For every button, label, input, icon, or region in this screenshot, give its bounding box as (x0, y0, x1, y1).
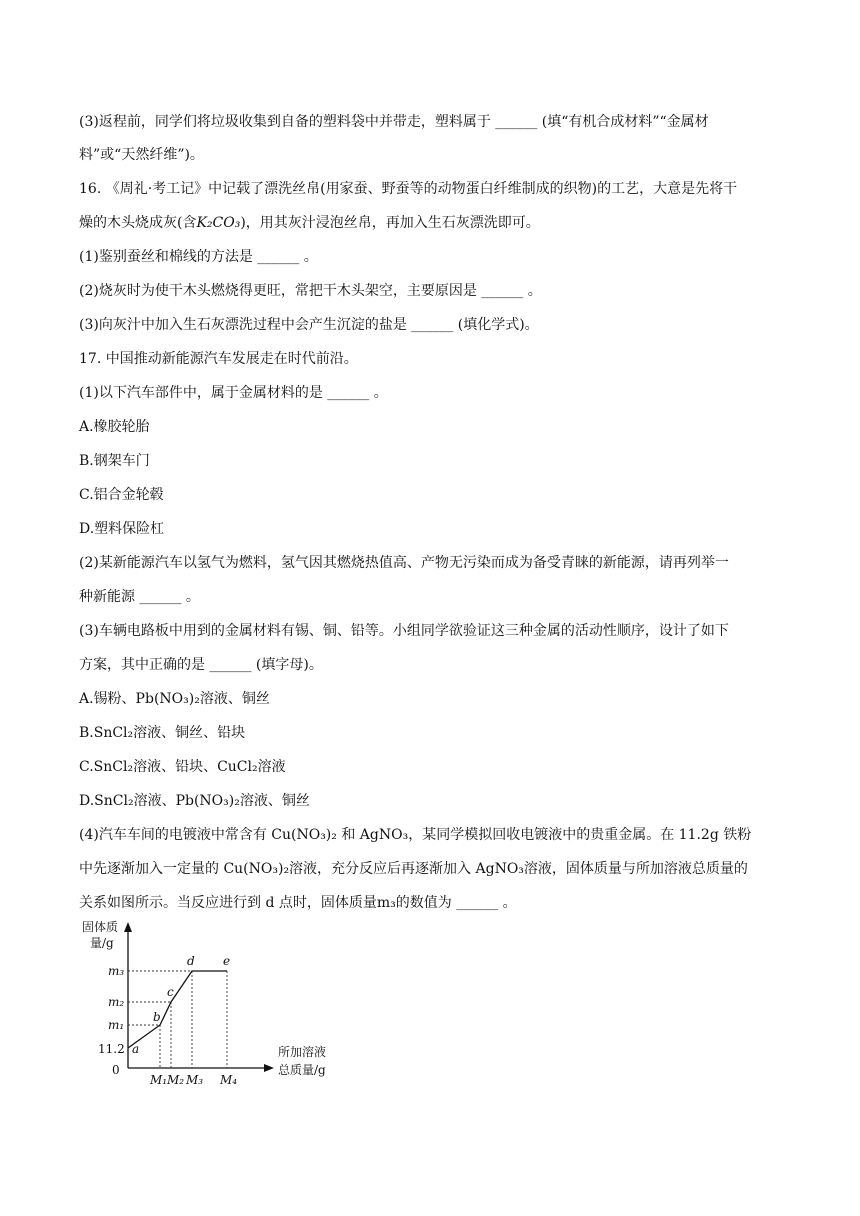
q17-part2-line2: 种新能源 ______ 。 (79, 589, 200, 605)
x-tick-M2: M₂ (167, 1073, 185, 1087)
q17-part1-option-c: C.铝合金轮毂 (79, 487, 164, 503)
y-axis-label-line1: 固体质 (82, 920, 119, 934)
y-tick-m1: m₁ (108, 1018, 125, 1032)
x-tick-M3: M₃ (186, 1073, 204, 1087)
q17-part3-option-b: B.SnCl₂溶液、铜丝、铅块 (79, 725, 246, 741)
q16-stem-text-a: 燥的木头烧成灰(含 (79, 215, 197, 231)
q17-part4-line3: 关系如图所示。当反应进行到 d 点时，固体质量m₃的数值为 ______ 。 (79, 895, 517, 911)
y-tick-m3: m₃ (108, 964, 125, 978)
q17-part1-option-d: D.塑料保险杠 (79, 521, 165, 537)
q17-part1-option-a: A.橡胶轮胎 (79, 419, 150, 435)
mass-curve (128, 971, 227, 1048)
point-label-a: a (132, 1042, 140, 1056)
q17-part3-option-a: A.锡粉、Pb(NO₃)₂溶液、铜丝 (79, 691, 270, 707)
x-tick-M1: M₁ (150, 1073, 168, 1087)
q15-part3-line1: (3)返程前，同学们将垃圾收集到自备的塑料袋中并带走，塑料属于 ______ (填“有机合成材料”“金属材 (79, 114, 709, 130)
x-tick-M4: M₄ (220, 1073, 238, 1087)
q16-stem-line2 (79, 213, 540, 233)
solid-mass-graph (78, 918, 378, 1088)
q16-part1: (1)鉴别蚕丝和棉线的方法是 ______ 。 (79, 249, 318, 265)
q15-part3-line2: 料”或“天然纤维”)。 (79, 147, 204, 163)
q17-part4-line2: 中先逐渐加入一定量的 Cu(NO₃)₂溶液，充分反应后再逐渐加入 AgNO₃溶液，固体质量与所加溶液总质量的 (79, 861, 748, 877)
q16-part3: (3)向灰汁中加入生石灰漂洗过程中会产生沉淀的盐是 ______ (填化学式)。 (79, 317, 539, 333)
q17-part1-option-b: B.钢架车门 (79, 453, 150, 469)
q17-part3-line2: 方案，其中正确的是 ______ (填字母)。 (79, 657, 323, 673)
guide-lines (128, 971, 227, 1068)
q16-part2: (2)烧灰时为使干木头燃烧得更旺，常把干木头架空，主要原因是 ______ 。 (79, 283, 542, 299)
q17-part3-option-d: D.SnCl₂溶液、Pb(NO₃)₂溶液、铜丝 (79, 793, 310, 809)
q16-stem-line1: 16. 《周礼·考工记》中记载了漂洗丝帛(用家蚕、野蚕等的动物蛋白纤维制成的织物)的工艺，大意是先将干 (79, 181, 738, 197)
y-axis-label-line2: 量/g (90, 936, 114, 950)
q17-stem: 17. 中国推动新能源汽车发展走在时代前沿。 (79, 351, 358, 367)
point-label-e: e (223, 954, 231, 968)
q17-part4-line1: (4)汽车车间的电镀液中常含有 Cu(NO₃)₂ 和 AgNO₃，某同学模拟回收电镀液中的贵重金属。在 11.2g 铁粉 (79, 827, 752, 843)
formula-k2co3: K₂CO₃ (196, 215, 241, 231)
y-axis-arrow (124, 922, 132, 932)
q17-part2-line1: (2)某新能源汽车以氢气为燃料，氢气因其燃烧热值高、产物无污染而成为备受青睐的新能源，请再列举一 (79, 555, 729, 571)
q17-part3-line1: (3)车辆电路板中用到的金属材料有锡、铜、铅等。小组同学欲验证这三种金属的活动性顺序，设计了如下 (79, 623, 729, 639)
x-axis-arrow (264, 1064, 274, 1072)
point-label-d: d (187, 954, 195, 968)
x-axis-label-line1: 所加溶液 (278, 1045, 327, 1059)
y-tick-11-2: 11.2 (98, 1042, 125, 1056)
point-label-c: c (167, 985, 174, 999)
point-label-b: b (153, 1010, 161, 1024)
q16-stem-text-b: )，用其灰汁浸泡丝帛，再加入生石灰漂洗即可。 (240, 215, 540, 231)
q17-part1: (1)以下汽车部件中，属于金属材料的是 ______ 。 (79, 385, 388, 401)
y-tick-m2: m₂ (108, 995, 125, 1009)
q17-part3-option-c: C.SnCl₂溶液、铅块、CuCl₂溶液 (79, 759, 286, 775)
origin-label: 0 (112, 1063, 120, 1077)
x-axis-label-line2: 总质量/g (278, 1063, 326, 1077)
